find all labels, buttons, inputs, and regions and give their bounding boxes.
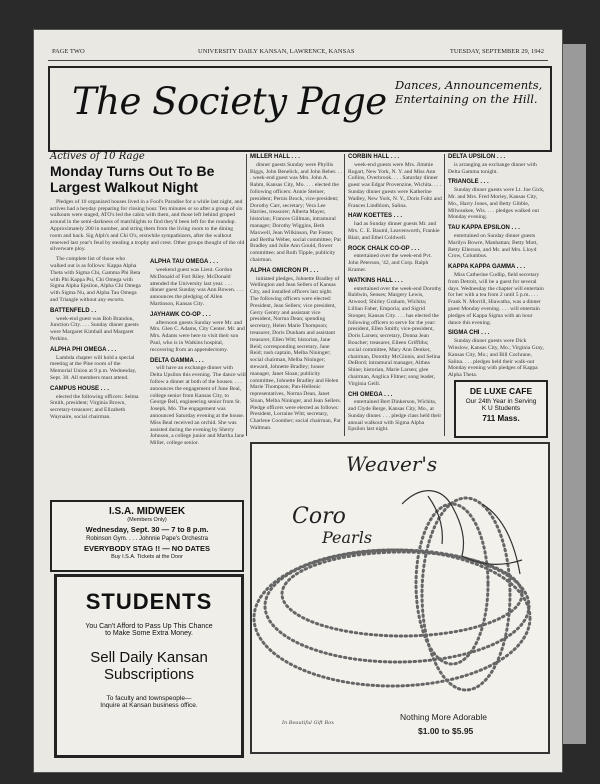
ad-tagline: Nothing More Adorable [400,712,487,722]
students-title: STUDENTS [85,589,213,614]
item-head: HAW KOETTES . . . [348,213,403,220]
cafe-address: 711 Mass. [482,414,520,423]
newspaper-page [34,30,562,772]
masthead [48,66,552,152]
lead-body: Pledges of 10 organized houses lived in a Fool's Paradise for a while last night, and actives had a heyday preparing for closing hour. Ten minutes or so after a group of six walkouts were staged, ATO's led the cabin with them, and those left behind groped around in the semi-darkness of matchlights to find they'd been left for the roundup. Approximately 200 in number, and string them from the living room to the dining room and back. Sig Alph's and Chi O's, erstwhile sympathizers, after the walkout renewed last year's feud by stealing a trophy and crest. Other groups thought of the old silverware ploy. [50,198,245,253]
isa-line1: Wednesday, Sept. 30 — 7 to 8 p.m. [85,525,209,534]
students-line5: To faculty and townspeople— [106,695,192,702]
column-rule [246,154,247,436]
item-head: ALPHA OMICRON PI . . . [250,267,319,274]
item-text: elected the following officers: Selma Smith, president; Virginia Brown, secretary-treasurer; and Elizabeth Waynaire, social chairman. [50,393,139,420]
item-head: BATTENFELD . . [50,307,97,314]
item-head: JAYHAWK CO-OP . . . [150,311,211,318]
isa-title: I.S.A. MIDWEEK [108,506,186,517]
isa-midweek-ad [50,500,244,572]
item-text: week-end guests were Mrs. Jimmie Rugart, New York, N. Y. and Miss Ann Collins, Overbrook. . . . Saturday dinner guest was Edgar Provenzine, Wichita. . . . Sunday dinner guests were Katherine Wadley, New York, N. Y., Doris Foltz and Frances Lindblom, Salina. [348,161,442,209]
ad-price: $1.00 to $5.95 [418,726,474,736]
lead-story [50,151,246,494]
students-line4: Subscriptions [103,666,195,683]
cafe-name: DE LUXE CAFE [469,386,533,396]
deluxe-cafe-ad [454,380,548,438]
column-3 [250,154,342,438]
isa-line4: Buy I.S.A. Tickets at the Door [111,554,183,560]
students-line6: Inquire at Kansan business office. [100,702,198,709]
column-rule [444,154,445,436]
item-text: dinner guests Sunday were Phyllis Biggs, John Benelick, and John Reber. . . . week-end guest was Mrs. John A. Rahm, Kansas City, Mo. . . . elected the following officers: Annie Steiner, president; Pernis Brock, vice-president; Dorothy Carr, secretary; Vera Lee Harries, treasurer; Alberta Mayer, historian; Frances Gillman, intramural manager; Dorothy Wiggins, Beth Maxwell, Jean Wilkinson, Pat Foster, and Bertha Weber, social committee; Pat Bradley and Julie Ann Gould, flower committee; and Ruth Tipple, publicity chairman. [250,161,342,263]
item-text: entertained Bert Dinkerson, Wichita, and Clyde Berge, Kansas City, Mo., at Sunday dinner. . . . pledge class held their annual walkout with Sigma Alpha Epsilon last night. [348,399,442,433]
item-text: entertained on Sunday dinner guests Marilyn Bowre, Manhattan; Betty Mott, Betty Ellerson, and Mr. and Mrs. Lloyd Crow, Columbus. [448,232,538,260]
item-text: Miss Catherine Cudlip, field secretary from Detroit, will be a guest for several days. Wednesday the chapter will entertain for her with a tea from 2 until 5 p.m. . . . Frank N. Morrill, Hiawatha, was a dinner guest Monday evening. . . . will entertain pledges of Kappa Sigma with an hour dance this evening. [448,271,544,326]
item-head: CHI OMEGA . . . [348,391,393,398]
lead-headline: Monday Turns Out To Be Largest Walkout Night [50,162,215,195]
item-head: ALPHA PHI OMEGA . . . [50,346,117,353]
item-text: is arranging an exchange dinner with Delta Gamma tonight. [448,161,537,175]
item-head: SIGMA CHI . . . [448,330,490,337]
isa-note: (Members Only) [127,517,167,523]
item-text: entertained over the week-end Pvt. John Peterson, '42, and Corp. Ralph Kramer. [348,253,432,273]
coro-brand: Coro [292,504,346,529]
lead-kicker: Actives of 10 Rage [50,151,145,162]
running-header [48,48,548,60]
students-line3: Sell Daily Kansan [90,649,208,666]
page-number: PAGE TWO [52,48,85,55]
item-text: will have an exchange dinner with Delta Upsilon this evening. The dance will follow a dinner at both of the houses. . . . announces the engagement of June Beal, college senior from Kansas City, to George Bell, engineering senior from St. Joseph, Mo. The engagement was announced Saturday evening at the house. Miss Beal received an orchid. She was assisted during the evening by Sherry Johnson, a college junior and Martha Jane Miller, college senior. [150,365,246,447]
pearls-brand: Pearls [322,528,373,547]
gift-box-caption: In Beautiful Gift Box [282,720,335,726]
item-head: ROCK CHALK CO-OP . . . [348,245,420,252]
column-5 [448,154,546,379]
item-head: DELTA UPSILON . . . [448,154,506,160]
item-head: TRIANGLE . . . [448,179,489,186]
section-subtitle: Dances, Announcements, Entertaining on the Hill. [395,78,543,106]
item-head: ALPHA TAU OMEGA . . . [150,259,219,266]
paper-name: UNIVERSITY DAILY KANSAN, LAWRENCE, KANSAS [198,48,355,55]
item-text: Sunday dinner guests were Lt. Joe Gick, Mr. and Mrs. Fred Morley, Kansas City, Mo., Harry Jones, and Betty Gibble, Milwaukee, Wis. . . . pledges walked out Monday evening. [448,187,545,221]
issue-date: TUESDAY, SEPTEMBER 29, 1942 [449,48,544,55]
header-rule [48,60,548,61]
item-head: WATKINS HALL . . . [348,277,403,284]
item-head: TAU KAPPA EPSILON . . . [448,225,520,232]
weavers-store-name: Weaver's [346,452,438,476]
item-text: weekend guest was Lieut. Gordon McDonald of Fort Riley. McDonald attended the University last year. . . . dinner guest Sunday was Ann Bowen. . . . announces the pledging of Allen Martinson, Kansas City. [150,266,244,307]
weavers-pearls-ad [250,442,550,754]
lead-body-2: The complete list of those who walked out is as follows: Kappa Alpha Theta with Sigma Chi, Gamma Phi Beta with Phi Kappa Psi, Chi Omega with Sigma Alpha Epsilon, Alpha Chi Omega with Sigma Nu, and Alpha Tau Omega and Triangle without any escorts. [50,256,141,303]
item-head: CAMPUS HOUSE . . . [50,385,110,392]
adjacent-page-edge [562,44,586,744]
pearls-illustration [252,444,548,752]
item-text: Sunday dinner guests were Dick Winslow, Kansas City, Mo.; Virginia Gray, Kansas City, Mo.; and Bill Cochrane, Salina. . . . pledges held their walk-out Monday evening with pledges of Kappa Alpha Theta. [448,338,544,379]
item-head: KAPPA KAPPA GAMMA . . . [448,264,526,271]
item-head: CORBIN HALL . . . [348,154,400,160]
item-text: week-end guest was Bob Brandon, Junction City. . . . Sunday dinner guests were Margaret Kimball and Margaret Perkins. [50,315,139,342]
item-text: entertained over the week-end Dorothy Baldwin, Senses; Margery Lewis, Atwood; Shirley Graham, Wichita; Lillian Faber, Emporia; and Sigrid Stooper, Kansas City. . . . has elected the following officers to serve for the year: president, Ellen Smith; vice-president, Doris Larsen; secretary, Donna Jean Boucher; treasurer, Eileen Griffiths; social committee, Mary Ann Denker, chairman, Dorothy McGinnis, and Selina DeBord; intramural manager, Althea Shine; historian, Marie Larsen; glee chairman, Anglica Flitner; song leader, Virginia Geill. [348,285,442,387]
isa-line2: Robinson Gym. . . . Johnnie Pape's Orchestra [86,536,208,542]
section-title: The Society Page [72,80,387,123]
cafe-line2: Our 24th Year in Serving [465,398,537,405]
item-text: Lambda chapter will hold a special meeting at the Pine room of the Memorial Union at 9 p.m. Wednesday, Sept. 30. All members must attend. [50,354,137,381]
isa-line3: EVERYBODY STAG !! — NO DATES [84,544,210,553]
lead-left-subcolumn [50,255,142,421]
students-ad [54,574,244,758]
item-text: afternoon guests Sunday were Mr. and Mrs. Glen C. Adams, City Center. Mr. and Mrs. Adams were here to visit their son Paul, who is in Watkins hospital, recovering from an appendectomy. [150,319,245,353]
column-4 [348,154,442,438]
lead-right-subcolumn [150,255,246,447]
item-text: initiated pledges, Johnette Bradley of Wellington and Jean Sellers of Kansas City, and installed officers last night. The following officers were elected: President, Jean Sellers; vice president, Gerry Gentry and assistant vice president, Norma Dean; spending secretary, Helen Marie Thompson; treasurer, Doris Dunham and assistant treasurer, Ellen Witt; historian, Jane Reid; corresponding secretary, Jane Reid; rush captain, Melba Nininger; social chairman, Melba Nininger; steward, Johnette Bradley; house manager, Janet Sloan; publicity committee, Johnette Bradley and Helen Marie Thompson; Pan-Hellenic representatives, Norma Dean, Janet Sloan, Melba Nininger, and Jean Sellers. Pledge officers were elected as follows: President, Lorraine Witt; secretary, Charlene Coomber; social chairman, Pat Waltman. [250,275,342,432]
column-rule [344,154,345,436]
cafe-line3: K U Students [481,405,521,412]
item-text: had as Sunday dinner guests Mr. and Mrs. C. E. Bauml, Leavenworth, Frankie Blair, and Ethel Coldwell. [348,221,440,241]
item-head: MILLER HALL . . . [250,154,300,160]
item-head: DELTA GAMMA . . . [150,357,204,364]
students-line2: to Make Some Extra Money. [105,630,193,637]
students-line1: You Can't Afford to Pass Up This Chance [85,623,213,630]
